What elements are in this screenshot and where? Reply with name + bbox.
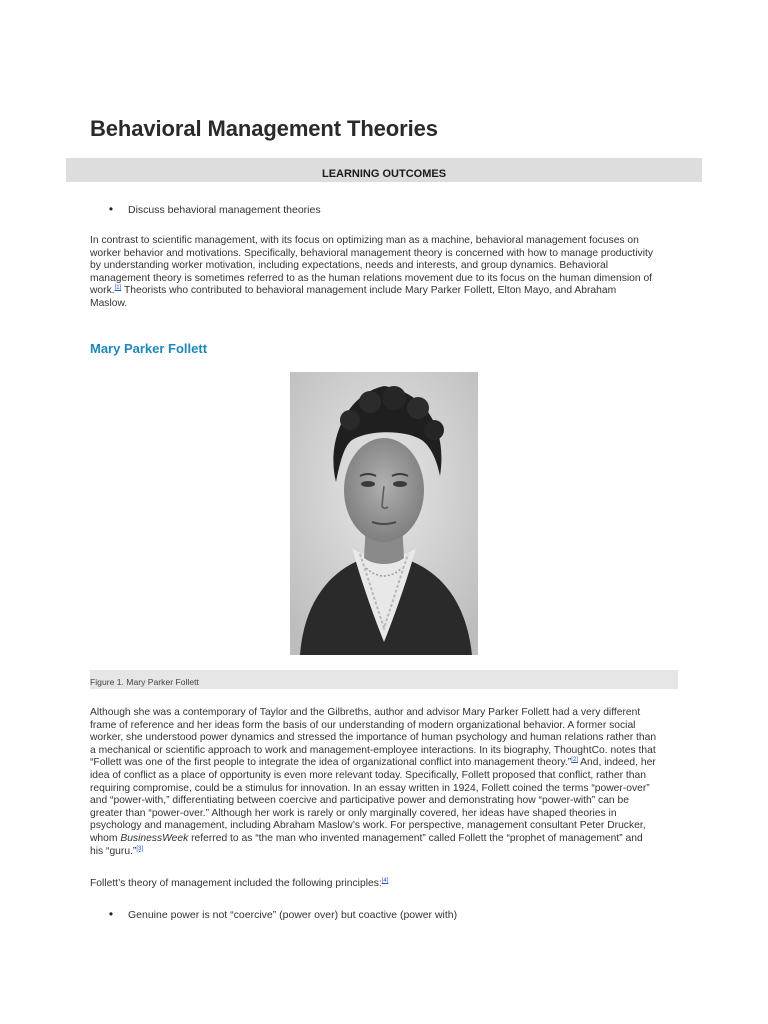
text-line: greater than “power-over.” Although her work is rarely or only marginally covered, her ideas have shaped theories in: [90, 807, 617, 819]
text-line: Follett’s theory of management included the following principles:: [90, 878, 382, 889]
text-line: frame of reference and her ideas form the basis of our understanding of modern organizational behavior. A former social: [90, 719, 636, 731]
text-line: idea of conflict as a place of opportunity is even more relevant today. Specifically, Follett proposed that conflict, rather than: [90, 769, 646, 781]
text-line: Theorists who contributed to behavioral management include Mary Parker Follett, Elton Mayo, and Abraham: [121, 285, 617, 297]
text-line: referred to as “the man who invented management” called Follett the “prophet of management” and: [188, 832, 643, 844]
principle-item: Genuine power is not “coercive” (power over) but coactive (power with): [128, 909, 458, 921]
figure-caption: Figure 1. Mary Parker Follett: [90, 677, 199, 687]
text-line: “Follett was one of the first people to integrate the idea of organizational conflict into management theory.”: [90, 757, 572, 769]
learning-outcome-item: Discuss behavioral management theories: [128, 204, 321, 216]
text-line: And, indeed, her: [577, 757, 656, 769]
text-line: his “guru.”: [90, 845, 137, 857]
footnote-link-3[interactable]: [3]: [136, 845, 144, 852]
text-line: psychology and management, including Abraham Maslow’s work. For perspective, management consultant Peter Drucker,: [90, 820, 646, 832]
text-line: work.: [90, 285, 115, 297]
footnote-link-2[interactable]: [2]: [571, 757, 578, 764]
page-title: Behavioral Management Theories: [90, 116, 438, 141]
text-line: Maslow.: [90, 297, 128, 309]
text-line: worker, she understood power dynamics and stressed the importance of human psychology and human relations rather than: [90, 732, 657, 744]
text-line: by understanding worker motivation, including expectations, needs and interests, and group dynamics. Behavioral: [90, 260, 609, 272]
principles-intro: [90, 878, 682, 891]
text-line: worker behavior and motivations. Specifically, behavioral management theory is concerned with how to manage productivity: [90, 247, 653, 259]
text-line: management theory is sometimes referred to as the human relations movement due to its focus on the human dimension of: [90, 272, 653, 284]
learning-outcomes-heading: LEARNING OUTCOMES: [321, 168, 447, 180]
text-line: a mechanical or scientific approach to work and management-employee interactions. In its biography, ThoughtCo. notes that: [90, 744, 656, 756]
footnote-link-1[interactable]: [1]: [114, 285, 122, 292]
bullet-icon: •: [108, 907, 114, 921]
section-heading-mary-parker-follett: Mary Parker Follett: [90, 341, 208, 356]
follett-paragraph: [90, 707, 682, 858]
figure-caption-bar: [90, 670, 678, 689]
text-line: In contrast to scientific management, with its focus on optimizing man as a machine, behavioral management focuses on: [90, 235, 639, 246]
text-line: and “power-with,” differentiating between coercive and participative power and demonstrating how “power-with” can be: [90, 795, 629, 807]
footnote-link-4[interactable]: [4]: [381, 878, 389, 884]
text-line: Although she was a contemporary of Taylor and the Gilbreths, author and advisor Mary Parker Follett had a very different: [90, 707, 641, 718]
text-line: requiring compromise, could be a stimulus for innovation. In an essay written in 1924, Follett coined the terms “power-over”: [90, 782, 650, 794]
text-line: whom: [90, 832, 121, 844]
publication-name: BusinessWeek: [120, 832, 189, 844]
intro-paragraph: [90, 235, 682, 311]
mary-parker-follett-photo: [290, 372, 478, 655]
bullet-icon: •: [108, 202, 114, 216]
learning-outcomes-header: [66, 158, 702, 182]
